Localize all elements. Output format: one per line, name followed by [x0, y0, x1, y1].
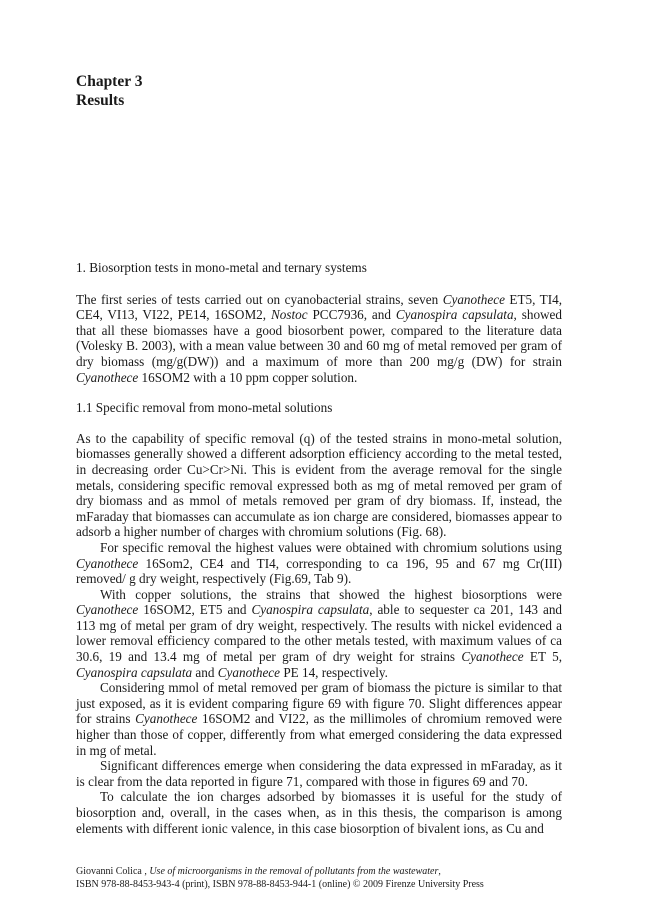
footer-citation	[76, 865, 576, 891]
footer-line-1: Giovanni Colica , Use of microorganisms in the removal of pollutants from the wastewater,	[76, 866, 441, 877]
paragraph: With copper solutions, the strains that showed the highest biosorptions were Cyanothece 16SOM2, ET5 and Cyanospira capsulata, able to sequester ca 201, 143 and 113 mg of metal per gram of dry weight, respectively. The results with nickel evidenced a lower removal efficiency compared to the other metals tested, with maximum values of ca 30.6, 19 and 13.4 mg of metal per gram of dry weight for strains Cyanothece ET 5, Cyanospira capsulata and Cyanothece PE 14, respectively.	[76, 586, 563, 680]
subsection-heading: 1.1 Specific removal from mono-metal solutions	[76, 400, 333, 416]
body-text	[76, 260, 562, 836]
paragraph: Considering mmol of metal removed per gram of biomass the picture is similar to that just exposed, as it is evident comparing figure 69 with figure 70. Slight differences appear for strains Cyanothece 16SOM2 and VI22, as the millimoles of chromium removed were higher than those of copper, differently from what emerged considering the data expressed in mg of metal.	[76, 680, 562, 758]
paragraph: As to the capability of specific removal (q) of the tested strains in mono-metal solution, biomasses generally showed a different adsorption efficiency according to the metal tested, in decreasing order Cu>Cr>Ni. This is evident from the average removal for the single metals, considering specific removal expressed both as mg of metal removed per gram of dry biomass and as mmol of metals removed per gram of dry biomass. If, instead, the mFaraday that biomasses can accumulate as ion charge are considered, biomasses appear to adsorb a higher number of charges with chromium solutions (Fig. 68).	[76, 430, 562, 540]
chapter-label: Chapter 3	[76, 73, 143, 90]
paragraph: Significant differences emerge when considering the data expressed in mFaraday, as it is clear from the data reported in figure 71, compared with those in figures 69 and 70.	[76, 758, 562, 789]
paragraph: The first series of tests carried out on cyanobacterial strains, seven Cyanothece ET5, TI4, CE4, VI13, VI22, PE14, 16SOM2, Nostoc PCC7936, and Cyanospira capsulata, showed that all these biomasses have a good biosorbent power, compared to the literature data (Volesky B. 2003), with a mean value between 30 and 60 mg of metal removed per gram of dry biomass (mg/g(DW)) and a maximum of more than 200 mg/g (DW) for strain Cyanothece 16SOM2 with a 10 ppm copper solution.	[76, 291, 563, 385]
footer-isbn: ISBN 978-88-8453-943-4 (print), ISBN 978-88-8453-944-1 (online) © 2009 Firenze University Press	[76, 879, 484, 890]
section-heading: 1. Biosorption tests in mono-metal and ternary systems	[76, 260, 367, 275]
paragraph: For specific removal the highest values were obtained with chromium solutions using Cyanothece 16Som2, CE4 and TI4, corresponding to ca 196, 95 and 67 mg Cr(III) removed/ g dry weight, respectively (Fig.69, Tab 9).	[76, 539, 562, 587]
paragraph: To calculate the ion charges adsorbed by biomasses it is useful for the study of biosorption and, overall, in the cases when, as in this thesis, the comparison is among elements with different ionic valence, in this case biosorption of bivalent ions, as Cu and	[76, 789, 562, 836]
chapter-heading	[76, 72, 142, 110]
chapter-title: Results	[76, 92, 125, 109]
